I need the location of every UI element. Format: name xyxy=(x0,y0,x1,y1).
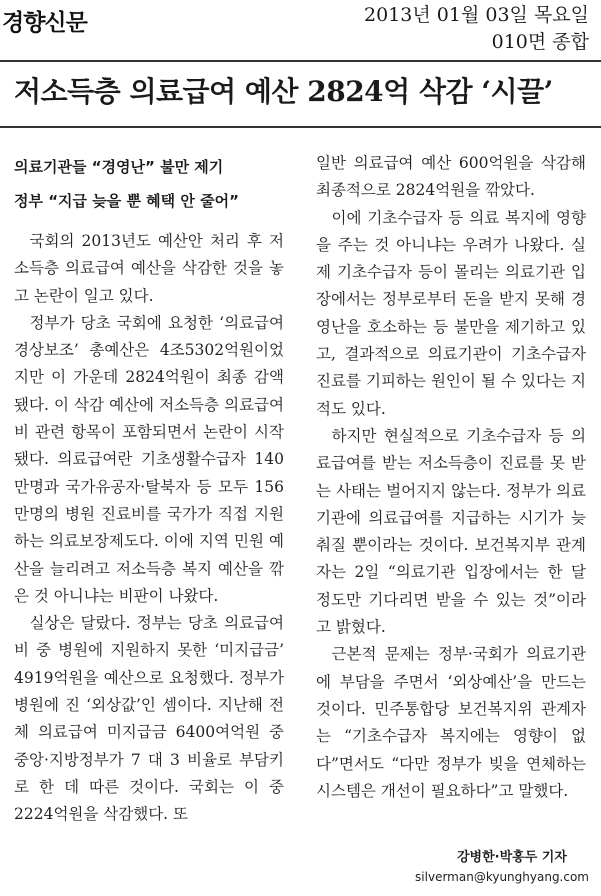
paragraph: 실상은 달랐다. 정부는 당초 의료급여비 중 병원에 지원하지 못한 ‘미지급금’ 4919억원을 예산으로 요청했다. 정부가 병원에 진 ‘외상값’인 셈이다. 지난해 전체 의료급여 미지급금 6400여억원 중 중앙·지방정부가 7 대 3 비율로 부담키로 한 데 따른 것이다. 국회는 이 중 2224억원을 삭감했다. 또 xyxy=(14,614,284,824)
article-headline: 저소득층 의료급여 예산 2824억 삭감 ‘시끌’ xyxy=(14,75,553,108)
masthead xyxy=(0,0,601,60)
article-column-right xyxy=(316,150,586,805)
subhead-1: 의료기관들 “경영난” 불만 제기 xyxy=(14,158,224,176)
byline: 강병한·박홍두 기자 xyxy=(457,850,567,865)
page-section: 010면 종합 xyxy=(491,31,589,53)
article-column-left xyxy=(14,150,284,829)
subhead-2: 정부 “지급 늦을 뿐 혜택 안 줄어” xyxy=(14,192,239,210)
paragraph: 정부가 당초 국회에 요청한 ‘의료급여 경상보조’ 총예산은 4조5302억원이었지만 이 가운데 2824억원이 최종 감액됐다. 이 삭감 예산에 저소득층 의료급여비 관련 항목이 포함되면서 논란이 시작됐다. 의료급여란 기초생활수급자 140만명과 국가유공자·탈북자 등 모두 156만명의 병원 진료비를 국가가 직접 지원하는 의료보장제도다. 이에 지역 민원 예산을 늘리려고 저소득층 복지 예산을 깎은 것 아니냐는 비판이 나왔다. xyxy=(14,313,284,605)
paragraph: 근본적 문제는 정부·국회가 의료기관에 부담을 주면서 ‘외상예산’을 만드는 것이다. 민주통합당 보건복지위 관계자는 “기초수급자 복지에는 영향이 없다”면서도 “다만 정부가 빚을 연체하는 시스템은 개선이 필요하다”고 말했다. xyxy=(316,645,586,800)
paragraph: 하지만 현실적으로 기초수급자 등 의료급여를 받는 저소득층이 진료를 못 받는 사태는 벌어지지 않는다. 정부가 의료기관에 의료급여를 지급하는 시기가 늦춰질 뿐이라는 것이다. 보건복지부 관계자는 2일 “의료기관 입장에서는 한 달 정도만 기다리면 받을 수 있는 것”이라고 밝혔다. xyxy=(316,426,586,637)
reporter-email: silverman@kyunghyang.com xyxy=(415,870,589,884)
paragraph: 이에 기초수급자 등 의료 복지에 영향을 주는 것 아니냐는 우려가 나왔다. 실제 기초수급자 등이 몰리는 의료기관 입장에서는 정부로부터 돈을 받지 못해 경영난을 호소하는 등 불만을 제기하고 있고, 결과적으로 의료기관이 기초수급자 진료를 기피하는 원인이 될 수 있다는 지적도 있다. xyxy=(316,208,586,418)
paragraph: 일반 의료급여 예산 600억원을 삭감해 최종적으로 2824억원을 깎았다. xyxy=(316,154,586,200)
publication-date: 2013년 01월 03일 목요일 xyxy=(364,4,589,26)
paragraph: 국회의 2013년도 예산안 처리 후 저소득층 의료급여 예산을 삭감한 것을 놓고 논란이 일고 있다. xyxy=(14,232,284,305)
top-rule xyxy=(0,60,601,62)
edition-info xyxy=(364,2,589,56)
subheads xyxy=(14,150,284,218)
newspaper-logo: 경향신문 xyxy=(2,10,87,36)
headline-rule xyxy=(0,126,601,128)
